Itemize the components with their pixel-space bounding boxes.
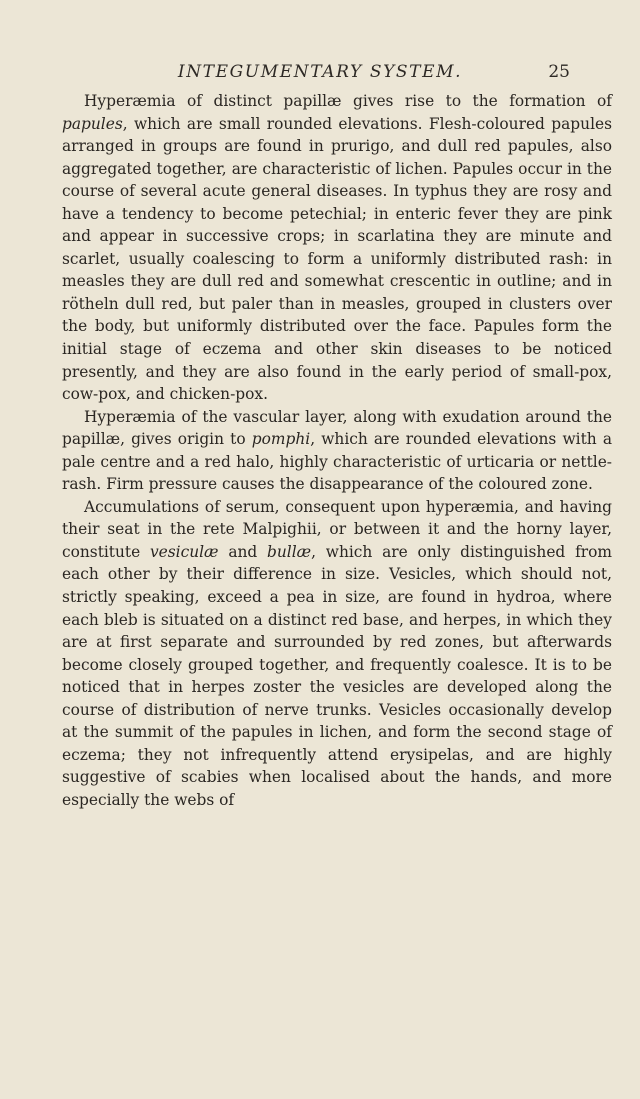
paragraph-papules xyxy=(62,90,612,406)
body-text xyxy=(62,90,612,812)
text-segment: Hyperæmia of the vascular layer, along with exudation around the papillæ, gives origin to xyxy=(62,407,612,449)
term-papules: papules xyxy=(62,114,123,133)
text-segment: and xyxy=(218,542,268,561)
text-segment: , which are rounded elevations with a pale centre and a red halo, highly characteristic of urticaria or nettle-rash. Firm pressure causes the disappearance of the coloured zone. xyxy=(62,430,613,494)
text-segment: Accumulations of serum, consequent upon hyperæmia, and having their seat in the rete Malpighii, or between it and the horny layer, constitute xyxy=(62,497,612,561)
term-vesiculae: vesiculæ xyxy=(149,542,219,561)
term-bullae: bullæ xyxy=(267,542,312,561)
page-number: 25 xyxy=(548,62,570,82)
text-segment: , which are only distinguished from each other by their difference in size. Vesicles, which should not, strictly speaking, exceed a pea in size, are found in hydroa, where each bleb is situated on a distinct red base, and herpes, in which they are at first separate and surrounded by red zones, but afterwards become closely grouped together, and frequently coalesce. It is to be noticed that in herpes zoster the vesicles are developed along the course of distribution of nerve trunks. Vesicles occasionally develop at the summit of the papules in lichen, and form the second stage of eczema; they not infrequently attend erysipelas, and are highly suggestive of scabies when localised about the hands, and more especially the webs of xyxy=(62,542,612,809)
text-segment: Hyperæmia of distinct papillæ gives rise to the formation of xyxy=(84,92,612,110)
text-segment: , which are small rounded elevations. Flesh-coloured papules arranged in groups are found in prurigo, and dull red papules, also aggregated together, are characteristic of lichen. Papules occur in the course of several acute general diseases. In typhus they are rosy and have a tendency to become petechial; in enteric fever they are pink and appear in successive crops; in scarlatina they are minute and scarlet, usually coalescing to form a uniformly distributed rash: in measles they are dull red and somewhat crescentic in outline; and in rötheln dull red, but paler than in measles, grouped in clusters over the body, but uniformly distributed over the face. Papules form the initial stage of eczema and other skin diseases to be noticed presently, and they are also found in the early period of small-pox, cow-pox, and chicken-pox. xyxy=(62,114,612,404)
running-title: INTEGUMENTARY SYSTEM. xyxy=(177,62,463,82)
paragraph-pomphi xyxy=(62,406,612,496)
paragraph-vesicles xyxy=(62,496,612,812)
page-header xyxy=(60,62,580,88)
term-pomphi: pomphi xyxy=(251,430,311,449)
